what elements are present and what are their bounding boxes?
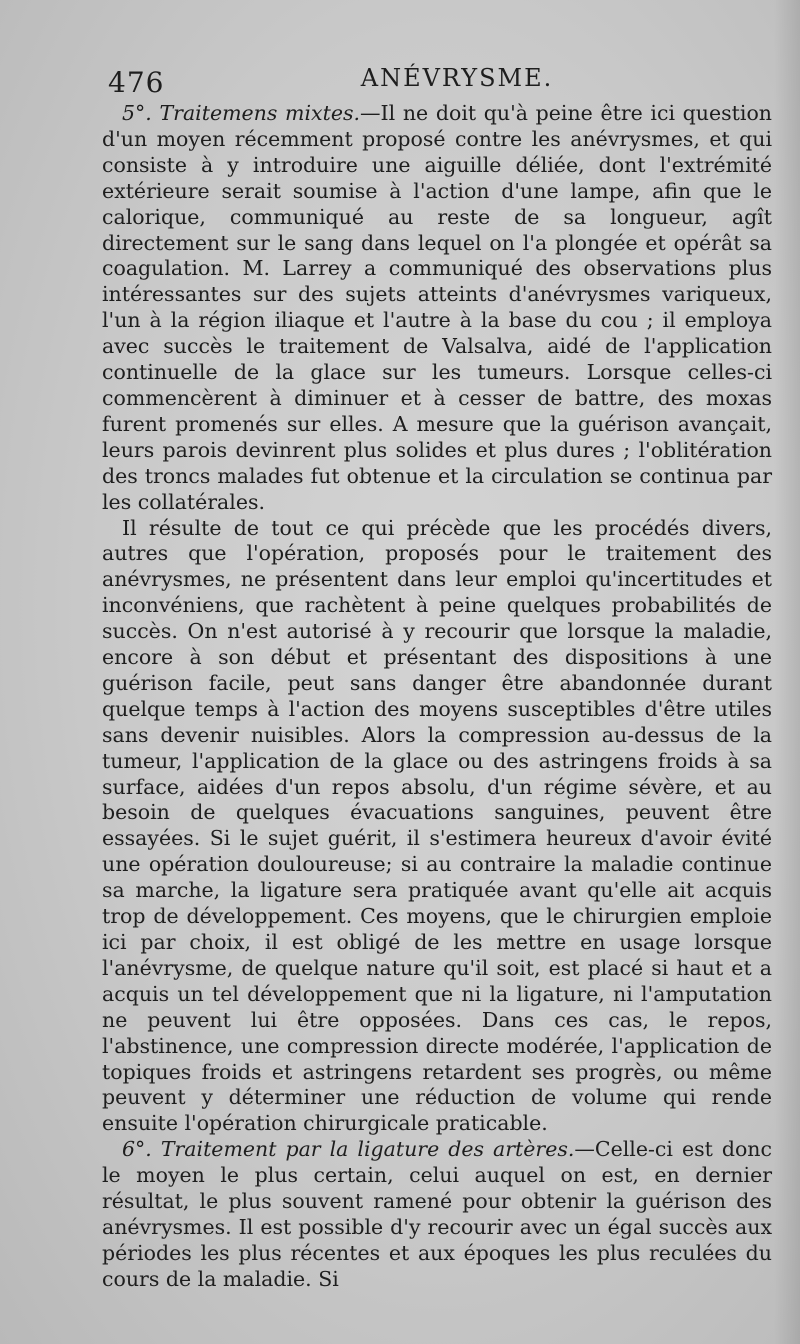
page-number: 476 [108,66,165,99]
paragraph-text: Il résulte de tout ce qui précède que les procédés divers, autres que l'opération, proposés pour le traitement des anévrysmes, ne présentent dans leur emploi qu'incertitudes et inconvéniens, que rachètent à peine quelques probabilités de succès. On n'est autorisé à y recourir que lorsque la maladie, encore à son début et présentant des dispositions à une guérison facile, peut sans danger être abandonnée durant quelque temps à l'action des moyens susceptibles d'être utiles sans devenir nuisibles. Alors la compression au-dessus de la tumeur, l'application de la glace ou des astringens froids à sa surface, aidées d'un repos absolu, d'un régime sévère, et au besoin de quelques évacuations sanguines, peuvent être essayées. Si le sujet guérit, il s'estimera heureux d'avoir évité une opération douloureuse; si au contraire la maladie continue sa marche, la ligature sera pratiquée avant qu'elle ait acquis trop de développement. Ces moyens, que le chirurgien emploie ici par choix, il est obligé de les mettre en usage lorsque l'anévrysme, de quelque nature qu'il soit, est placé si haut et a acquis un tel développement que ni la ligature, ni l'amputation ne peuvent lui être opposées. Dans ces cas, le repos, l'abstinence, une compression directe modérée, l'application de topiques froids et astringens retardent ses progrès, ou même peuvent y déterminer une réduction de volume qui rende ensuite l'opération chirurgicale praticable. [102,515,772,1136]
body-text [102,101,772,1293]
paragraph-conclusion [102,516,772,1138]
paragraph-traitemens-mixtes [102,101,772,516]
paragraph-text: —Celle-ci est donc le moyen le plus certain, celui auquel on est, en dernier résultat, le plus souvent ramené pour obtenir la guérison des anévrysmes. Il est possible d'y recourir avec un égal succès aux périodes les plus récentes et aux époques les plus reculées du cours de la maladie. Si [102,1137,772,1291]
running-title: ANÉVRYSME. [360,64,554,92]
page-edge-shadow [774,0,800,1344]
paragraph-text: —Il ne doit qu'à peine être ici question d'un moyen récemment proposé contre les anévrysmes, et qui consiste à y introduire une aiguille déliée, dont l'extrémité extérieure serait soumise à l'action d'une lampe, afin que le calorique, communiqué au reste de sa longueur, agît directement sur le sang dans lequel on l'a plongée et opérât sa coagulation. M. Larrey a communiqué des observations plus intéressantes sur des sujets atteints d'anévrysmes variqueux, l'un à la région iliaque et l'autre à la base du cou ; il employa avec succès le traitement de Valsalva, aidé de l'application continuelle de la glace sur les tumeurs. Lorsque celles-ci commencèrent à diminuer et à cesser de battre, des moxas furent promenés sur elles. A mesure que la guérison avançait, leurs parois devinrent plus solides et plus dures ; l'oblitération des troncs malades fut obtenue et la circulation se continua par les collatérales. [102,101,772,514]
page-header [102,60,772,100]
section-heading: 5°. Traitemens mixtes. [122,101,361,125]
section-heading: 6°. Traitement par la ligature des artères. [122,1137,575,1162]
paragraph-ligature [102,1137,772,1292]
